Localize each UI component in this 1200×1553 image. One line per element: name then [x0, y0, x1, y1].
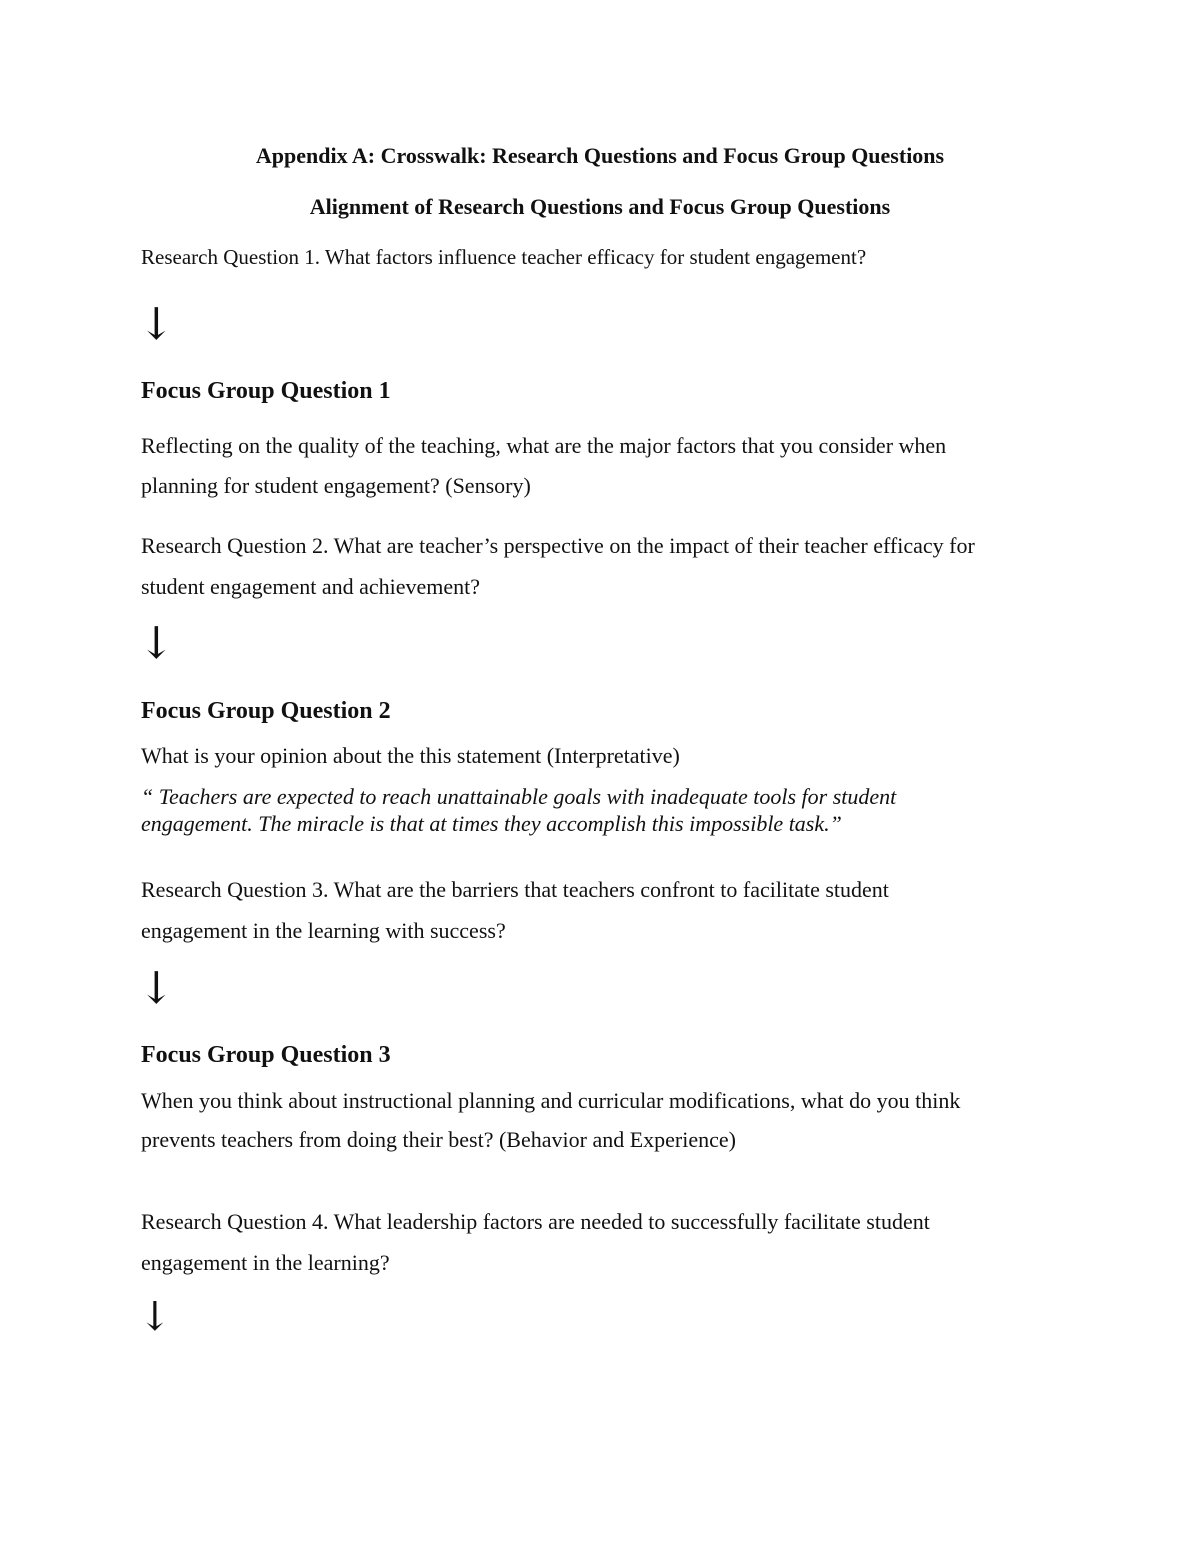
down-arrow-icon: ↓	[138, 963, 175, 1014]
focus-group-question-3-line-2: prevents teachers from doing their best? (Behavior and Experience)	[141, 1127, 736, 1152]
focus-group-question-1-line-2: planning for student engagement? (Sensory)	[141, 473, 531, 498]
appendix-title: Appendix A: Crosswalk: Research Questions and Focus Group Questions	[255, 143, 945, 168]
alignment-title: Alignment of Research Questions and Focus Group Questions	[309, 194, 891, 219]
research-question-3-line-1: Research Question 3. What are the barriers that teachers confront to facilitate student	[141, 877, 889, 902]
focus-group-question-2-quote-line-1: “ Teachers are expected to reach unattainable goals with inadequate tools for student	[141, 784, 897, 809]
focus-group-question-3-heading: Focus Group Question 3	[141, 1042, 391, 1068]
down-arrow-icon: ↓	[138, 618, 175, 669]
down-arrow-icon: ↓	[138, 299, 175, 350]
research-question-2-line-2: student engagement and achievement?	[141, 574, 481, 599]
focus-group-question-3-line-1: When you think about instructional planning and curricular modifications, what do you think	[141, 1088, 961, 1113]
research-question-3-line-2: engagement in the learning with success?	[141, 918, 506, 943]
down-arrow-icon: ↓	[138, 1294, 172, 1340]
focus-group-question-2-intro: What is your opinion about the this statement (Interpretative)	[141, 743, 680, 768]
research-question-4-line-1: Research Question 4. What leadership factors are needed to successfully facilitate student	[141, 1209, 930, 1234]
focus-group-question-1-line-1: Reflecting on the quality of the teaching, what are the major factors that you consider when	[141, 433, 947, 458]
research-question-1-line-1: Research Question 1. What factors influence teacher efficacy for student engagement?	[141, 245, 867, 269]
focus-group-question-1-heading: Focus Group Question 1	[141, 378, 391, 404]
focus-group-question-2-heading: Focus Group Question 2	[141, 698, 391, 724]
research-question-2-line-1: Research Question 2. What are teacher’s perspective on the impact of their teacher efficacy for	[141, 533, 975, 558]
focus-group-question-2-quote-line-2: engagement. The miracle is that at times they accomplish this impossible task.”	[141, 811, 842, 836]
research-question-4-line-2: engagement in the learning?	[141, 1250, 390, 1275]
